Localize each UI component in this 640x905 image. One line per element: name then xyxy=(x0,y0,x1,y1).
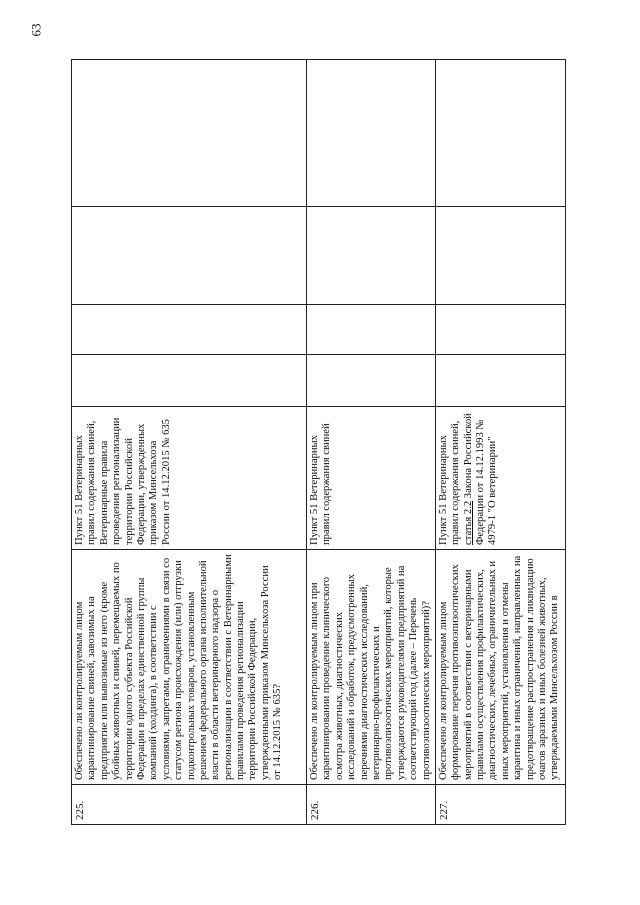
checklist-table-container xyxy=(71,60,561,825)
requirement-cell: Обеспечено ли контролируемым лицом формирование перечня противоэпизоотических мероприятий в соответствии с ветеринарными правилами осуществления профилактических, диагностических, лечебных, ограничительных и иных мероприятий, установления и отмены карантина и иных ограничений, направленных на предотвращение распространения и ликвидацию очагов заразных и иных болезней животных, утверждаемыми Минсельхозом России в xyxy=(435,550,565,785)
page-number-text: 63 xyxy=(28,23,43,37)
empty-cell xyxy=(72,60,307,207)
checklist-table xyxy=(71,59,566,825)
empty-cell xyxy=(307,207,436,305)
row-number: 225. xyxy=(72,785,307,825)
empty-cell xyxy=(307,60,436,207)
requirement-cell: Обеспечено ли контролируемым лицом карантинирование свиней, завозимых на предприятие или вывозимые из него (кроме убойных животных и свиней, перемещаемых по территории одного субъекта Российской Федерации в пределах единственной группы компаний (холдинга), в соответствии с условиями, запретами, ограничениями в связи со статусом региона происхождения (или) отгрузки подконтрольных товаров, установленным решением федерального органа исполнительной власти в области ветеринарного надзора о регионализации в соответствии с Ветеринарными правилами проведения регионализации территории Российской Федерации, утвержденными приказом Минсельхоза России от 14.12.2015 № 635? xyxy=(72,550,307,785)
empty-cell xyxy=(435,207,565,305)
row-number: 227. xyxy=(435,785,565,825)
reference-text: Закона Российской Федерации от 14.12.1993 № 4979-1 "О ветеринарии" xyxy=(462,413,499,545)
reference-cell: Пункт 51 Ветеринарных правил содержания свиней, Ветеринарные правила проведения регионализации территории Российской Федерации, утвержденных приказом Минсельхоза России от 14.12.2015 № 635 xyxy=(72,407,307,550)
reference-text: Пункт 51 Ветеринарных правил содержания свиней, xyxy=(437,420,462,545)
empty-cell xyxy=(435,355,565,407)
empty-cell xyxy=(72,355,307,407)
row-number: 226. xyxy=(307,785,436,825)
empty-cell xyxy=(72,305,307,355)
requirement-cell: Обеспечено ли контролируемым лицом при карантинировании проведение клинического осмотра животных, диагностических исследований и обработок, предусмотренных перечнями диагностических исследований, ветеринарно-профилактических и противоэпизоотических мероприятий, которые утверждаются руководителями предприятий на соответствующий год (далее – Перечень противоэпизоотических мероприятий)? xyxy=(307,550,436,785)
reference-link[interactable]: статья 2.2 xyxy=(462,500,474,545)
table-row xyxy=(307,60,436,825)
reference-cell: Пункт 51 Ветеринарных правил содержания свиней xyxy=(307,407,436,550)
empty-cell xyxy=(435,305,565,355)
empty-cell xyxy=(307,355,436,407)
empty-cell xyxy=(72,207,307,305)
page-number xyxy=(26,20,46,40)
empty-cell xyxy=(435,60,565,207)
table-row xyxy=(435,60,565,825)
empty-cell xyxy=(307,305,436,355)
table-row xyxy=(72,60,307,825)
reference-cell xyxy=(435,407,565,550)
